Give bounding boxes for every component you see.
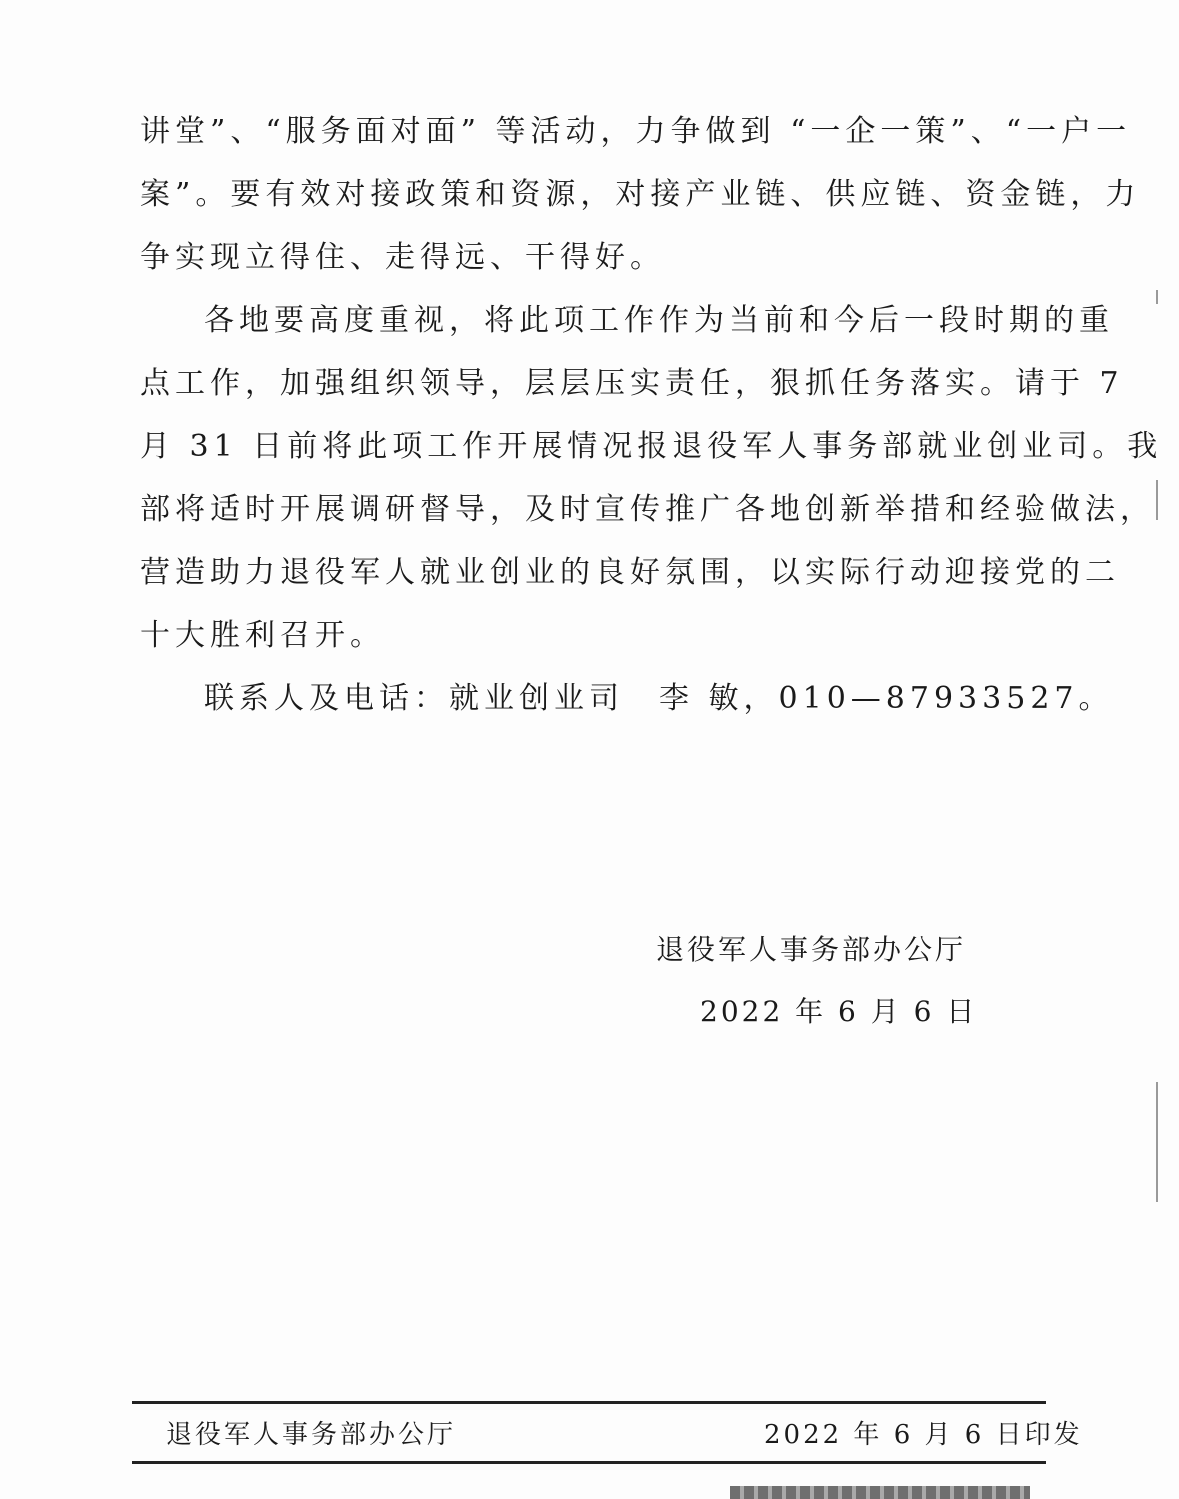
signature-date: 2022 年 6 月 6 日 [700, 995, 978, 1028]
footer-date: 2022 年 6 月 6 日印发 [764, 1420, 1083, 1450]
body-line-4: 各地要高度重视，将此项工作作为当前和今后一段时期的重 [204, 303, 1114, 338]
body-line-1: 讲堂”、“服务面对面” 等活动，力争做到 “一企一策”、“一户一 [140, 114, 1132, 149]
footer-bottom-rule [132, 1461, 1046, 1464]
body-line-3: 争实现立得住、走得远、干得好。 [140, 240, 665, 275]
body-line-7: 部将适时开展调研督导，及时宣传推广各地创新举措和经验做法， [140, 492, 1155, 527]
body-line-9: 十大胜利召开。 [140, 618, 385, 653]
scan-edge-mark [1156, 1082, 1158, 1202]
body-line-8: 营造助力退役军人就业创业的良好氛围，以实际行动迎接党的二 [140, 555, 1120, 590]
body-line-5: 点工作，加强组织领导，层层压实责任，狠抓任务落实。请于 7 [140, 366, 1124, 401]
scan-bottom-strip [730, 1486, 1030, 1499]
signature-issuer: 退役军人事务部办公厅 [656, 933, 967, 966]
footer-top-rule [132, 1401, 1046, 1404]
scan-edge-mark [1156, 480, 1158, 520]
contact-line: 联系人及电话：就业创业司 李 敏，010—87933527。 [204, 681, 1114, 716]
scan-edge-mark [1156, 290, 1158, 304]
footer-issuer: 退役军人事务部办公厅 [166, 1420, 457, 1450]
body-line-2: 案”。要有效对接政策和资源，对接产业链、供应链、资金链，力 [140, 177, 1141, 212]
body-line-6: 月 31 日前将此项工作开展情况报退役军人事务部就业创业司。我 [140, 429, 1163, 464]
